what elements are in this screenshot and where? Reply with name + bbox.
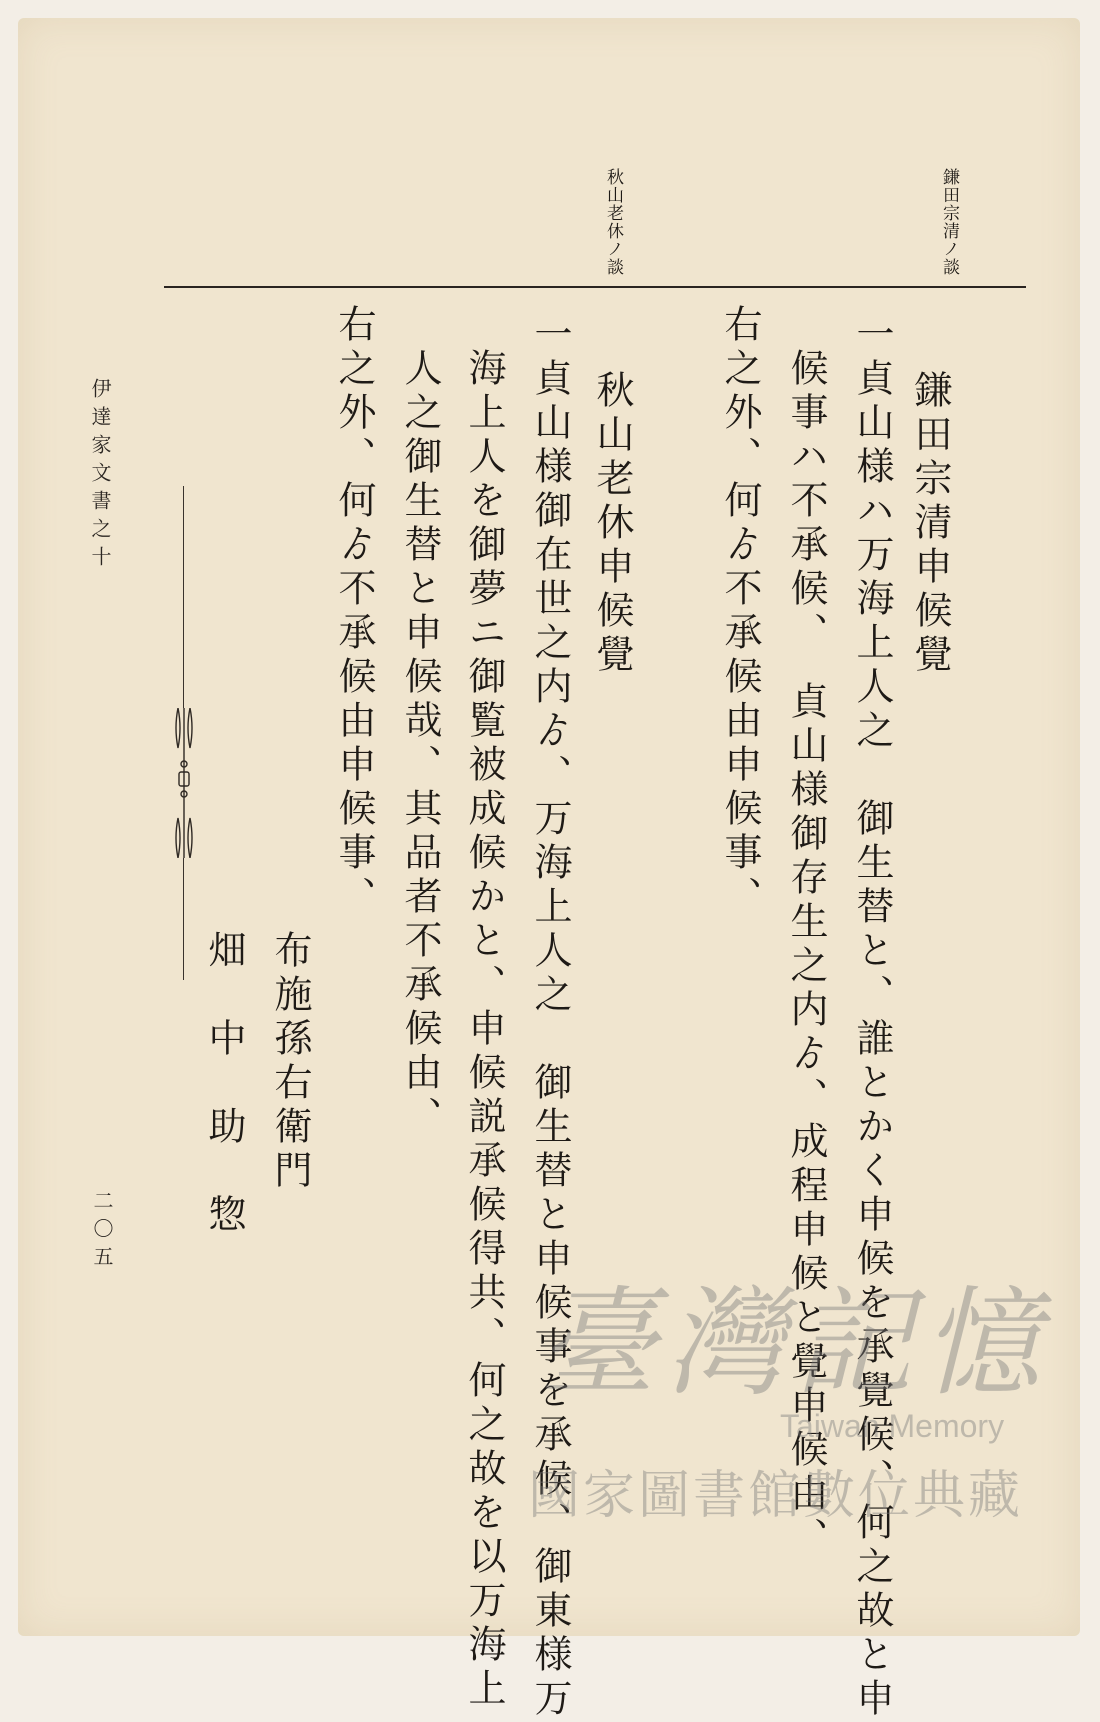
document-page: [18, 18, 1080, 1722]
ornament-icon: [170, 708, 198, 858]
margin-note-kamata: 鎌田宗清ノ談: [939, 168, 959, 276]
margin-note-akiyama: 秋山老休ノ談: [603, 168, 623, 276]
watermark-script: 臺灣記憶: [538, 1274, 1051, 1412]
entry2-line3: 人之御生替と申候哉、其品者不承候由、: [398, 348, 442, 1140]
entry1-line3: 右之外、何ゟ不承候由申候事、: [718, 304, 762, 920]
entry1-line2: 候事ハ不承候、 貞山様御存生之内ゟ、成程申候と覺申候由、: [784, 348, 828, 1561]
entry1-line1: 一貞山様ハ万海上人之 御生替と、誰とかく申候を承覺候、何之故と申: [850, 314, 894, 1722]
left-rule-top: [183, 486, 184, 708]
signer-fuse: 布施孫右衛門: [268, 930, 312, 1194]
left-rule-bottom: [183, 858, 184, 980]
header-rule: [164, 286, 1026, 288]
watermark-chinese: 國家圖書館數位典藏: [528, 1466, 1024, 1526]
watermark-english: Taiwan Memory: [780, 1408, 1005, 1444]
entry2-line4: 右之外、何ゟ不承候由申候事、: [332, 304, 376, 920]
entry2-line2: 海上人を御夢ニ御覧被成候かと、申候説承候得共、何之故を以万海上: [462, 348, 506, 1712]
entry2-line1: 一貞山様御在世之内ゟ、万海上人之 御生替と申候事を承候、御東様万: [528, 314, 572, 1722]
book-title: 伊達家文書之十: [88, 378, 112, 574]
entry1-title: 鎌田宗清申候覺: [908, 370, 952, 678]
page-number: 二〇五: [90, 1190, 114, 1274]
signer-hatanaka: 畑 中 助 惣: [202, 930, 246, 1238]
entry2-title: 秋山老休申候覺: [590, 370, 634, 678]
